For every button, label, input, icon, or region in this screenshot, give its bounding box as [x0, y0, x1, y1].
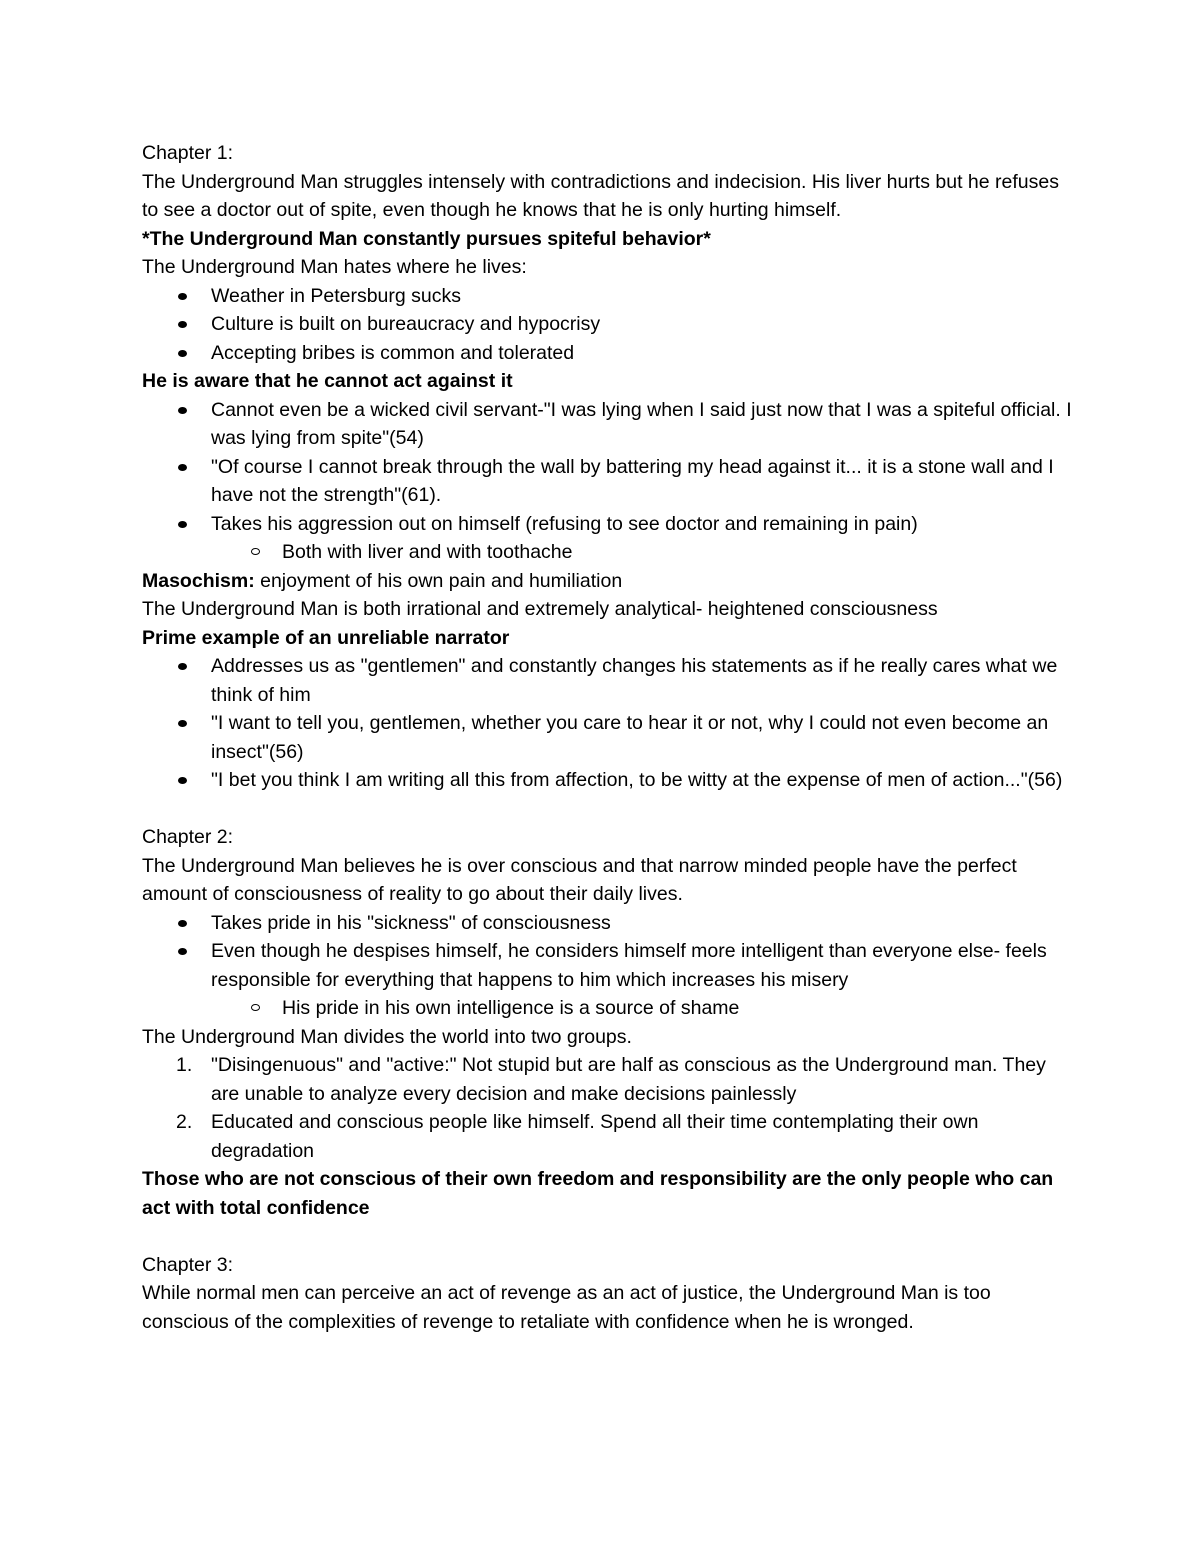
list-item-text: Takes his aggression out on himself (refusing to see doctor and remaining in pain): [211, 512, 918, 535]
bullet-icon: [178, 464, 187, 471]
chapter-1-heading: Chapter 1:: [142, 142, 234, 164]
list-item: [142, 909, 1072, 938]
irrational-statement: The Underground Man is both irrational and extremely analytical- heightened consciousness: [142, 598, 938, 620]
bullet-icon: [178, 663, 187, 670]
list-item: [142, 310, 1072, 339]
numbered-item: [142, 1108, 1072, 1165]
bullet-icon: [178, 407, 187, 414]
list-item: [142, 766, 1072, 795]
list-item-text: Cannot even be a wicked civil servant-"I was lying when I said just now that I was a spiteful official. I was lying from spite"(54): [211, 398, 1072, 449]
list-item-text: Takes pride in his "sickness" of consciousness: [211, 911, 611, 934]
list-item-text: Culture is built on bureaucracy and hypocrisy: [211, 313, 601, 335]
chapter-1-intro: The Underground Man struggles intensely with contradictions and indecision. His liver hurts but he refuses to see a doctor out of spite, even though he knows that he is only hurting himself.: [142, 170, 1059, 221]
masochism-term: Masochism:: [142, 569, 255, 592]
chapter-2-divides: The Underground Man divides the world into two groups.: [142, 1025, 632, 1048]
list-item: [142, 396, 1072, 453]
numbered-item-text: Educated and conscious people like himself. Spend all their time contemplating their own degradation: [211, 1111, 979, 1162]
bullet-icon: [178, 321, 187, 328]
bullet-icon: [178, 293, 187, 300]
list-item: [142, 937, 1072, 994]
list-item-text: Weather in Petersburg sucks: [211, 284, 462, 307]
spacer: [142, 795, 1072, 824]
narrator-list: [142, 652, 1072, 795]
masochism-text: enjoyment of his own pain and humiliation: [254, 569, 623, 592]
narrator-heading: Prime example of an unreliable narrator: [142, 626, 510, 649]
hates-list: [142, 282, 1072, 368]
list-item-text: Addresses us as "gentlemen" and constantly changes his statements as if he really cares what we think of him: [211, 655, 1058, 706]
chapter-2-heading: Chapter 2:: [142, 826, 234, 848]
item-number: 1.: [176, 1054, 193, 1076]
bullet-icon: [178, 350, 187, 357]
chapter-3-intro: While normal men can perceive an act of revenge as an act of justice, the Underground Man is too conscious of the complexities of revenge to retaliate with confidence when he is wronged.: [142, 1282, 991, 1333]
bullet-icon: [178, 777, 187, 784]
sub-list-item-text: His pride in his own intelligence is a source of shame: [282, 997, 740, 1019]
bullet-icon: [178, 521, 187, 528]
sub-list-item: [142, 994, 1072, 1023]
numbered-item: [142, 1051, 1072, 1108]
chapter-2-intro: The Underground Man believes he is over conscious and that narrow minded people have the perfect amount of consciousness of reality to go about their daily lives.: [142, 854, 1017, 905]
numbered-item-text: "Disingenuous" and "active:" Not stupid but are half as conscious as the Underground man. They are unable to analyze every decision and make decisions painlessly: [211, 1054, 1046, 1105]
bullet-icon: [178, 920, 187, 927]
masochism-definition: [142, 567, 1072, 596]
list-item-text: "Of course I cannot break through the wall by battering my head against it... it is a stone wall and I have not the strength"(61).: [211, 455, 1054, 506]
hollow-bullet-icon: [251, 1004, 260, 1011]
list-item-text: Accepting bribes is common and tolerated: [211, 341, 575, 364]
bullet-icon: [178, 948, 187, 955]
list-item-text: "I bet you think I am writing all this from affection, to be witty at the expense of men of action..."(56): [211, 769, 1063, 791]
hollow-bullet-icon: [251, 548, 260, 555]
chapter-1-highlight: *The Underground Man constantly pursues spiteful behavior*: [142, 227, 711, 250]
list-item: [142, 709, 1072, 766]
chapter-2-list: [142, 909, 1072, 1023]
item-number: 2.: [176, 1111, 193, 1133]
chapter-3-heading: Chapter 3:: [142, 1253, 234, 1276]
list-item: [142, 339, 1072, 368]
aware-heading: He is aware that he cannot act against it: [142, 370, 513, 392]
list-item: [142, 282, 1072, 311]
list-item: [142, 453, 1072, 510]
list-item: [142, 652, 1072, 709]
sub-list-item-text: Both with liver and with toothache: [282, 541, 573, 563]
list-item-text: Even though he despises himself, he considers himself more intelligent than everyone else- feels responsible for everything that happens to him which increases his misery: [211, 940, 1047, 991]
document-page: [142, 139, 1072, 1336]
bullet-icon: [178, 720, 187, 727]
chapter-1-hates-intro: The Underground Man hates where he lives:: [142, 256, 527, 278]
spacer: [142, 1222, 1072, 1251]
aware-list: [142, 396, 1072, 567]
groups-list: [142, 1051, 1072, 1165]
sub-list-item: [142, 538, 1072, 567]
list-item: [142, 510, 1072, 539]
chapter-2-conclusion: Those who are not conscious of their own freedom and responsibility are the only people who can act with total confidence: [142, 1168, 1054, 1219]
list-item-text: "I want to tell you, gentlemen, whether you care to hear it or not, why I could not even become an insect"(56): [211, 712, 1049, 763]
